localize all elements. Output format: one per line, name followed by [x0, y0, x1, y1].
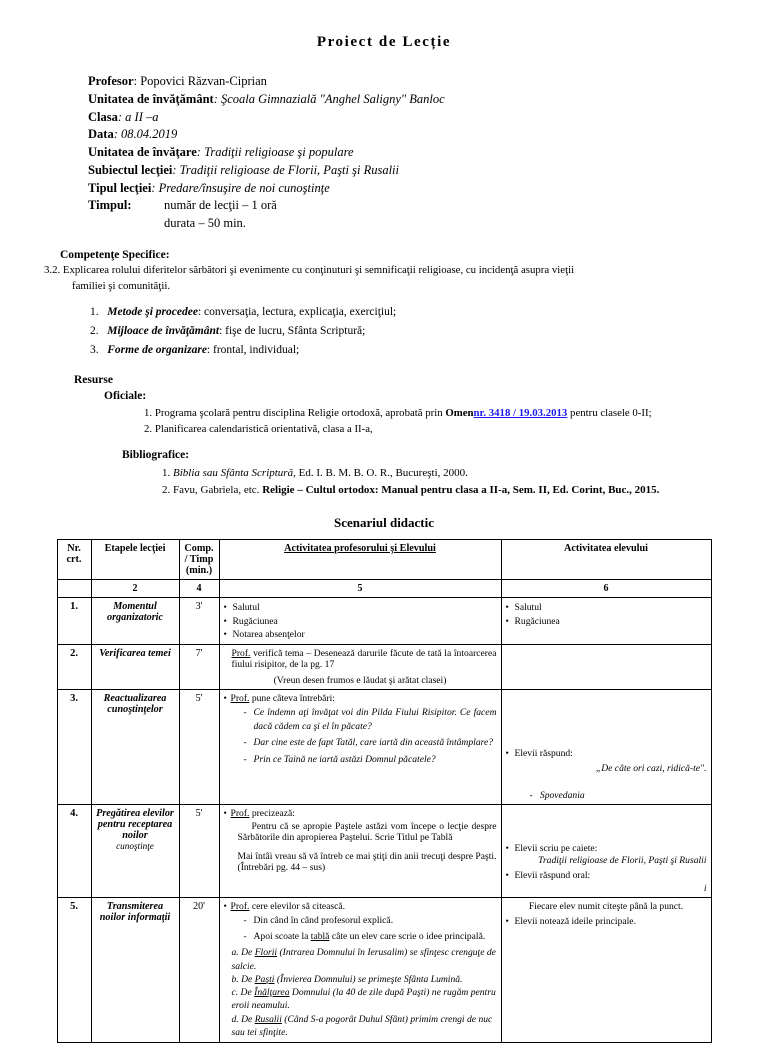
row4-etapa-label: Pregătirea elevilor pentru receptarea noilor [96, 807, 174, 841]
meta-subiect [88, 162, 734, 180]
row5-nr: 5. [57, 897, 91, 1042]
colnum-1 [57, 580, 91, 598]
competente-heading: Competenţe Specifice: [60, 248, 170, 261]
row3-etapa: Reactualizarea cunoştinţelor [91, 690, 179, 804]
scenariu-title: Scenariul didactic [333, 515, 435, 531]
meta-subiect-value: : Tradiţii religioase de Florii, Paşti şi Rusalii [172, 162, 400, 177]
meta-unitate-label: Unitatea de învăţământ [88, 91, 214, 106]
list-item: - Prin ce Taină ne iartă astăzi Domnul păcatele? [242, 753, 497, 766]
row1-etapa: Momentul organizatoric [91, 598, 179, 645]
list-item: • Elevii răspund: [506, 747, 707, 760]
list-item: - Ce îndemn aţi învăţat voi din Pilda Fiului Risipitor. Ce facem dacă cădem ca şi el în păcate? [242, 706, 497, 733]
row5-activitate-profesor: • Prof. cere elevilor să citească. - Din când în când profesorul explică. - Apoi scoate la tablă câte un elev care scrie o idee principală. a. De Florii (Intrarea Domnului în Ierusalim) se sfinţesc crenguţe de salcie. b. De Paşti (Învierea Domnului) se primeşte Sfânta Lumină. c. De Înălţarea Domnului (la 40 de zile după Paşti) ne rugăm pentru eroii neamului. d. De Rusalii (Când S-a pogorât Duhul Sfânt) primim crengi de nuc sau tei sfinţite. [219, 897, 501, 1042]
meta-unitate-value: : Şcoala Gimnazială "Anghel Saligny" Banloc [213, 91, 445, 106]
row4-nr: 4. [57, 804, 91, 897]
row3-activitate-elev [501, 690, 711, 804]
oficiale-pre-1: Programa şcolară pentru disciplina Religie ortodoxă, aprobată prin [154, 406, 446, 419]
list-item: • Rugăciunea [224, 615, 497, 628]
page-title: Proiect de Lecție [316, 34, 452, 50]
meta-data-value: : 08.04.2019 [113, 127, 178, 142]
competente-text: Explicarea rolului diferitelor sărbători şi evenimente cu conţinuturi şi semnificaţii religioase, cu incidenţă asupra vieţii [62, 264, 575, 277]
row4-prof-text: precizează: [249, 807, 295, 819]
oficiale-num-1: 1. [144, 406, 153, 419]
biblio-rest-1: , Ed. I. B. M. B. O. R., Bucureşti, 2000. [293, 466, 468, 479]
oficiale-bold-1: Omen [445, 406, 474, 419]
row2-prof-note: (Vreun desen frumos e lăudat şi arătat clasei) [273, 675, 447, 687]
row4-prof-para2: Mai întâi vreau să vă întreb ce mai ştiţi din anii trecuţi despre Paşti. (Întrebări pg. 44 – sus) [237, 850, 497, 873]
biblio-italic-1: Biblia sau Sfânta Scriptură [173, 466, 294, 479]
row4-prof-para1: Pentru că se apropie Paştele astăzi vom începe o lecţie despre Sărbătorile din apropierea Paştelui. Scrie Titlul pe Tablă [237, 820, 497, 843]
meta-data-label: Data [88, 127, 114, 142]
meta-data [88, 126, 734, 144]
metode-value-3: : frontal, individual; [206, 343, 300, 356]
colnum-2: 2 [91, 580, 179, 598]
biblio-rest-2: Religie – Cultul ortodox: Manual pentru clasa a II-a, Sem. II, Ed. Corint, Buc., 2015. [262, 484, 660, 497]
row3-activitate-profesor: • Prof. pune câteva întrebări: - Ce îndemn aţi învăţat voi din Pilda Fiului Risipitor. Ce facem dacă cădem ca şi el în păcate? - Dar cine este de fapt Tatăl, care iartă din această întâmplare? - Prin ce Taină ne iartă astăzi Domnul păcatele? [219, 690, 501, 804]
colnum-5: 6 [501, 580, 711, 598]
meta-clasa-label: Clasa [88, 109, 118, 124]
meta-subiect-label: Subiectul lecţiei [88, 162, 173, 177]
biblio-italic-2: Favu, Gabriela, etc. [173, 484, 263, 497]
metadata-block [88, 73, 734, 233]
row4-elev-caiete: Tradiţii religioase de Florii, Paşti şi Rusalii [538, 855, 707, 867]
header-activitatea-profesorului [219, 540, 501, 580]
row3-elev-answer-text: Spovedania [539, 789, 585, 801]
metode-list [90, 303, 734, 360]
metode-label-1: Metode şi procedee [107, 305, 198, 318]
list-item: • Elevii notează ideile principale. [506, 915, 707, 928]
meta-profesor [88, 73, 734, 91]
header-etape [91, 540, 179, 580]
meta-unitate-invatare [88, 144, 734, 162]
row4-etapa [91, 804, 179, 897]
list-item [162, 482, 734, 499]
row5-prof-prefix: Prof. [230, 900, 250, 912]
row4-activitate-elev [501, 804, 711, 897]
meta-timp-line1: număr de lecţii – 1 oră [164, 198, 277, 213]
header-activitatea-profesorului-label: Activitatea profesorului şi Elevului [284, 543, 436, 555]
competente-code: 3.2. [44, 264, 61, 277]
lesson-table [57, 539, 712, 1043]
meta-profesor-label: Profesor [88, 74, 134, 88]
row5-idea-c: c. De Înălţarea Domnului (la 40 de zile după Paşti) ne rugăm pentru eroii neamului. [231, 987, 496, 1012]
list-item: • Elevii răspund oral: [506, 869, 707, 882]
meta-profesor-value: : Popovici Răzvan-Ciprian [133, 74, 267, 88]
row2-prof-text: verifică tema – Desenează darurile făcute de tată la întoarcerea fiului risipitor, de la pg. 17 [231, 648, 497, 671]
list-item [90, 341, 734, 360]
row5-timp: 20' [179, 897, 219, 1042]
metode-label-2: Mijloace de învăţământ [107, 324, 220, 337]
metode-num-3: 3. [90, 343, 99, 356]
row2-prof-prefix: Prof. [231, 648, 251, 660]
row2-etapa: Verificarea temei [91, 645, 179, 690]
row3-nr: 3. [57, 690, 91, 804]
row4-etapa-sub: cunoştinţe [116, 840, 154, 851]
biblio-num-1: 1. [162, 466, 171, 479]
row4-prof-prefix: Prof. [230, 807, 250, 819]
competente-body [44, 263, 734, 294]
table-header-row [57, 540, 711, 580]
resurse-oficiale-list [144, 405, 734, 437]
list-item: - Dar cine este de fapt Tatăl, care iartă din această întâmplare? [242, 736, 497, 749]
list-item [90, 303, 734, 322]
table-row [57, 804, 711, 897]
oficiale-post-1: pentru clasele 0-II; [567, 406, 652, 419]
row5-idea-b: b. De Paşti (Învierea Domnului) se primeşte Sfânta Lumină. [231, 973, 463, 985]
meta-timp-label: Timpul: [88, 198, 132, 213]
list-item: • Elevii scriu pe caiete: [506, 842, 707, 855]
meta-tip-value: : Predare/însuşire de noi cunoştinţe [151, 180, 330, 195]
header-nr-crt [57, 540, 91, 580]
table-row [57, 690, 711, 804]
oficiale-pre-2: Planificarea calendaristică orientativă, clasa a II-a, [154, 422, 373, 435]
metode-value-1: : conversaţia, lectura, explicaţia, exerciţiul; [197, 305, 397, 318]
list-item: • Salutul [224, 601, 497, 614]
meta-tip-label: Tipul lecţiei [88, 180, 152, 195]
competente-text2: familiei şi comunităţii. [72, 280, 171, 293]
metode-label-3: Forme de organizare [107, 343, 207, 356]
row2-activitate-elev [501, 645, 711, 690]
table-colnum-row [57, 580, 711, 598]
oficiale-num-2: 2. [144, 422, 153, 435]
table-row [57, 645, 711, 690]
row2-timp: 7' [179, 645, 219, 690]
row1-activitate-profesor [219, 598, 501, 645]
row5-idea-a: a. De Florii (Intrarea Domnului în Ierusalim) se sfinţesc crenguţe de salcie. [231, 947, 496, 972]
row1-timp: 3' [179, 598, 219, 645]
colnum-3: 4 [179, 580, 219, 598]
oficiale-link-1[interactable]: nr. 3418 / 19.03.2013 [473, 406, 568, 419]
row4-activitate-profesor: • Prof. precizează: Pentru că se apropie Paştele astăzi vom începe o lecţie despre Sărbătorile din apropierea Paştelui. Scrie Titlul pe Tablă Mai întâi vreau să vă întreb ce mai ştiţi din anii trecuţi despre Paşti. (Întrebări pg. 44 – sus) [219, 804, 501, 897]
list-item: - Apoi scoate la tablă câte un elev care scrie o idee principală. [242, 930, 497, 943]
meta-unitate-invatare-value: : Tradiţii religioase şi populare [196, 145, 354, 159]
row1-nr: 1. [57, 598, 91, 645]
competente-section [34, 247, 734, 295]
list-item: • Salutul [506, 601, 707, 614]
row3-prof-prefix: Prof. [230, 693, 250, 705]
metode-num-1: 1. [90, 305, 99, 318]
resurse-bibliografice-list [162, 465, 734, 499]
biblio-num-2: 2. [162, 484, 171, 497]
row5-elev-line1: Fiecare elev numit citeşte până la punct. [528, 900, 684, 912]
header-etape-label: Etapele lecţiei [104, 543, 166, 555]
metode-num-2: 2. [90, 324, 99, 337]
metode-value-2: : fişe de lucru, Sfânta Scriptură; [219, 324, 366, 337]
meta-timp [88, 197, 734, 233]
header-activitatea-elevului-label: Activitatea elevului [563, 543, 649, 555]
row1-activitate-elev [501, 598, 711, 645]
list-item: • Notarea absenţelor [224, 628, 497, 641]
row5-activitate-elev [501, 897, 711, 1042]
row3-elev-quote: „De câte ori cazi, ridică-te". [595, 762, 707, 774]
meta-unitate-invatare-label: Unitatea de învăţare [88, 145, 197, 159]
meta-tip [88, 180, 734, 198]
row4-timp: 5' [179, 804, 219, 897]
list-item [144, 421, 734, 437]
list-item [90, 322, 734, 341]
row5-etapa: Transmiterea noilor informaţii [91, 897, 179, 1042]
list-item: - Din când în când profesorul explică. [242, 914, 497, 927]
list-item [144, 405, 734, 421]
meta-timp-line2: durata – 50 min. [164, 216, 246, 230]
meta-clasa-value: : a II –a [117, 109, 159, 124]
row3-timp: 5' [179, 690, 219, 804]
resurse-bibliografice-label: Bibliografice: [122, 448, 190, 461]
header-activitatea-elevului [501, 540, 711, 580]
row2-nr: 2. [57, 645, 91, 690]
resurse-heading: Resurse [74, 373, 113, 386]
list-item: • Rugăciunea [506, 615, 707, 628]
row5-prof-text: cere elevilor să citească. [249, 900, 346, 912]
row5-idea-d: d. De Rusalii (Când S-a pogorât Duhul Sfânt) primim crengi de nuc sau tei sfinţite. [231, 1013, 493, 1038]
row4-elev-tail: i [703, 882, 707, 894]
colnum-4: 5 [219, 580, 501, 598]
table-row [57, 598, 711, 645]
table-row [57, 897, 711, 1042]
list-item [162, 465, 734, 482]
row3-prof-text: pune câteva întrebări: [249, 693, 335, 705]
row3-elev-answer: - Spovedania [529, 789, 585, 801]
header-comp-timp [179, 540, 219, 580]
meta-clasa [88, 109, 734, 127]
resurse-oficiale-label: Oficiale: [104, 389, 147, 402]
row2-activitate-profesor [219, 645, 501, 690]
header-comp-timp-label: Comp. / Timp (min.) [184, 543, 214, 577]
header-nr-crt-label: Nr. crt. [66, 543, 82, 566]
meta-unitate [88, 91, 734, 109]
